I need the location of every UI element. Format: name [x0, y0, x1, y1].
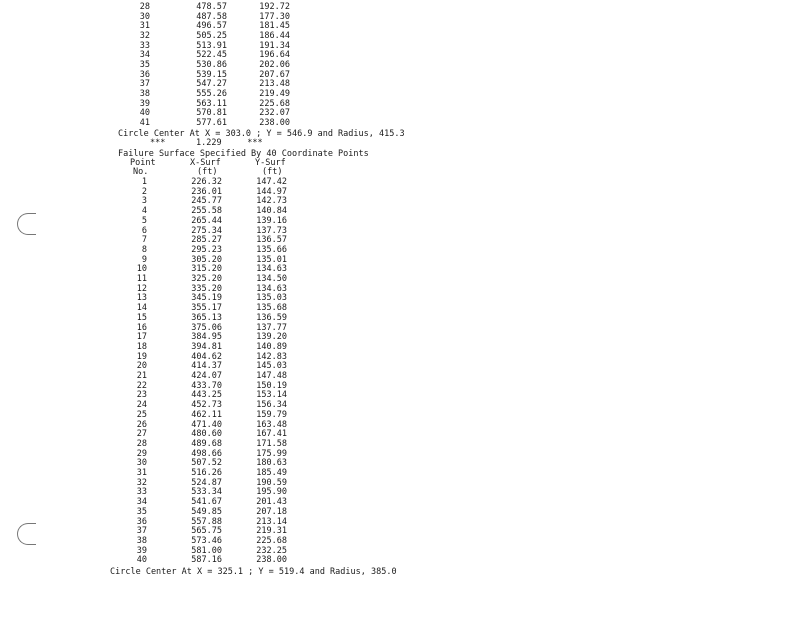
x-coordinate: 577.61 [196, 117, 227, 128]
point-number: 38 [136, 535, 147, 546]
point-number: 26 [136, 419, 147, 430]
point-number: 17 [136, 332, 147, 343]
table-row [0, 108, 800, 118]
y-coordinate: 202.06 [259, 59, 290, 70]
point-number: 12 [136, 283, 147, 294]
point-number: 10 [136, 264, 147, 275]
y-coordinate: 145.03 [256, 361, 287, 372]
x-coordinate: 524.87 [191, 477, 222, 488]
point-number: 33 [136, 487, 147, 498]
x-coordinate: 285.27 [191, 235, 222, 246]
table-row [0, 21, 800, 31]
point-number: 8 [141, 244, 147, 255]
x-coordinate: 275.34 [191, 225, 222, 236]
point-number: 40 [139, 108, 150, 119]
table-row [0, 99, 800, 109]
y-coordinate: 191.34 [259, 40, 290, 51]
column-header-xsurf: X-Surf [190, 158, 221, 168]
y-coordinate: 186.44 [259, 30, 290, 41]
failure-surface-header: Failure Surface Specified By 40 Coordinate Points [118, 149, 369, 159]
table-row [0, 2, 800, 12]
y-coordinate: 201.43 [256, 497, 287, 508]
point-number: 1 [141, 177, 147, 187]
table-row [0, 70, 800, 80]
y-coordinate: 137.73 [256, 225, 287, 236]
table-row [0, 555, 800, 566]
y-coordinate: 135.01 [256, 254, 287, 265]
x-coordinate: 335.20 [191, 283, 222, 294]
point-number: 28 [136, 438, 147, 449]
point-number: 30 [136, 458, 147, 469]
y-coordinate: 134.63 [256, 264, 287, 275]
y-coordinate: 185.49 [256, 468, 287, 478]
table-row [0, 41, 800, 51]
x-coordinate: 557.88 [191, 516, 222, 527]
x-coordinate: 539.15 [196, 69, 227, 80]
x-coordinate: 549.85 [191, 506, 222, 517]
x-coordinate: 255.58 [191, 206, 222, 217]
table-row [0, 79, 800, 89]
x-coordinate: 480.60 [191, 429, 222, 440]
x-coordinate: 384.95 [191, 332, 222, 343]
y-coordinate: 232.07 [259, 108, 290, 119]
y-coordinate: 135.68 [256, 303, 287, 314]
table-row [0, 60, 800, 70]
x-coordinate: 365.13 [191, 312, 222, 323]
circle-center-line-1: Circle Center At X = 303.0 ; Y = 546.9 and Radius, 415.3 [118, 129, 405, 139]
x-coordinate: 522.45 [196, 50, 227, 61]
x-coordinate: 513.91 [196, 40, 227, 51]
x-coordinate: 563.11 [196, 98, 227, 109]
point-number: 5 [141, 215, 147, 226]
point-number: 4 [141, 206, 147, 217]
point-number: 39 [139, 98, 150, 109]
point-number: 15 [136, 312, 147, 323]
x-coordinate: 530.86 [196, 59, 227, 70]
point-number: 30 [139, 11, 150, 22]
x-coordinate: 452.73 [191, 400, 222, 411]
point-number: 28 [139, 2, 150, 12]
x-coordinate: 462.11 [191, 409, 222, 420]
x-coordinate: 404.62 [191, 351, 222, 362]
y-coordinate: 137.77 [256, 322, 287, 333]
x-coordinate: 471.40 [191, 419, 222, 430]
x-coordinate: 581.00 [191, 545, 222, 556]
x-coordinate: 424.07 [191, 371, 222, 381]
point-number: 6 [141, 225, 147, 236]
table-row [0, 118, 800, 128]
y-coordinate: 159.79 [256, 409, 287, 420]
x-coordinate: 355.17 [191, 303, 222, 314]
y-coordinate: 192.72 [259, 2, 290, 12]
column-header-point: Point [130, 158, 156, 168]
x-coordinate: 570.81 [196, 108, 227, 119]
column-unit-y: (ft) [262, 167, 283, 177]
point-number: 40 [136, 555, 147, 566]
point-number: 19 [136, 351, 147, 362]
y-coordinate: 196.64 [259, 50, 290, 61]
y-coordinate: 150.19 [256, 380, 287, 391]
x-coordinate: 443.25 [191, 390, 222, 401]
x-coordinate: 325.20 [191, 274, 222, 284]
x-coordinate: 533.34 [191, 487, 222, 498]
point-number: 23 [136, 390, 147, 401]
y-coordinate: 219.49 [259, 88, 290, 99]
y-coordinate: 207.18 [256, 506, 287, 517]
point-number: 2 [141, 186, 147, 197]
x-coordinate: 394.81 [191, 341, 222, 352]
point-number: 36 [136, 516, 147, 527]
x-coordinate: 245.77 [191, 196, 222, 207]
point-number: 22 [136, 380, 147, 391]
y-coordinate: 142.83 [256, 351, 287, 362]
x-coordinate: 541.67 [191, 497, 222, 508]
y-coordinate: 238.00 [259, 117, 290, 128]
x-coordinate: 565.75 [191, 526, 222, 537]
y-coordinate: 213.14 [256, 516, 287, 527]
x-coordinate: 305.20 [191, 254, 222, 265]
x-coordinate: 496.57 [196, 21, 227, 32]
x-coordinate: 573.46 [191, 535, 222, 546]
y-coordinate: 136.59 [256, 312, 287, 323]
point-number: 13 [136, 293, 147, 304]
x-coordinate: 295.23 [191, 244, 222, 255]
y-coordinate: 181.45 [259, 21, 290, 32]
y-coordinate: 136.57 [256, 235, 287, 246]
point-number: 24 [136, 400, 147, 411]
x-coordinate: 505.25 [196, 30, 227, 41]
point-number: 3 [141, 196, 147, 207]
y-coordinate: 156.34 [256, 400, 287, 411]
point-number: 31 [139, 21, 150, 32]
point-number: 37 [139, 79, 150, 90]
table-row [0, 31, 800, 41]
y-coordinate: 134.50 [256, 274, 287, 284]
y-coordinate: 171.58 [256, 438, 287, 449]
x-coordinate: 433.70 [191, 380, 222, 391]
point-number: 34 [139, 50, 150, 61]
point-number: 27 [136, 429, 147, 440]
y-coordinate: 134.63 [256, 283, 287, 294]
x-coordinate: 236.01 [191, 186, 222, 197]
y-coordinate: 180.63 [256, 458, 287, 469]
point-number: 7 [141, 235, 147, 246]
x-coordinate: 478.57 [196, 2, 227, 12]
y-coordinate: 147.48 [256, 371, 287, 381]
table-row [0, 12, 800, 22]
x-coordinate: 414.37 [191, 361, 222, 372]
x-coordinate: 547.27 [196, 79, 227, 90]
y-coordinate: 135.03 [256, 293, 287, 304]
y-coordinate: 139.20 [256, 332, 287, 343]
y-coordinate: 147.42 [256, 177, 287, 187]
y-coordinate: 238.00 [256, 555, 287, 566]
point-number: 32 [139, 30, 150, 41]
y-coordinate: 175.99 [256, 448, 287, 459]
point-number: 21 [136, 371, 147, 381]
y-coordinate: 135.66 [256, 244, 287, 255]
x-coordinate: 265.44 [191, 215, 222, 226]
x-coordinate: 315.20 [191, 264, 222, 275]
point-number: 35 [136, 506, 147, 517]
point-number: 31 [136, 468, 147, 478]
y-coordinate: 225.68 [259, 98, 290, 109]
y-coordinate: 144.97 [256, 186, 287, 197]
point-number: 33 [139, 40, 150, 51]
point-number: 41 [139, 117, 150, 128]
point-number: 38 [139, 88, 150, 99]
y-coordinate: 213.48 [259, 79, 290, 90]
x-coordinate: 555.26 [196, 88, 227, 99]
y-coordinate: 177.30 [259, 11, 290, 22]
column-unit-x: (ft) [197, 167, 218, 177]
point-number: 25 [136, 409, 147, 420]
point-number: 36 [139, 69, 150, 80]
x-coordinate: 507.52 [191, 458, 222, 469]
point-number: 16 [136, 322, 147, 333]
point-number: 37 [136, 526, 147, 537]
y-coordinate: 140.89 [256, 341, 287, 352]
x-coordinate: 498.66 [191, 448, 222, 459]
y-coordinate: 195.90 [256, 487, 287, 498]
y-coordinate: 232.25 [256, 545, 287, 556]
point-number: 14 [136, 303, 147, 314]
y-coordinate: 153.14 [256, 390, 287, 401]
table-row [0, 89, 800, 99]
point-number: 20 [136, 361, 147, 372]
y-coordinate: 219.31 [256, 526, 287, 537]
circle-center-line-2: Circle Center At X = 325.1 ; Y = 519.4 and Radius, 385.0 [110, 567, 397, 577]
table-row [0, 50, 800, 60]
x-coordinate: 516.26 [191, 468, 222, 478]
column-header-ysurf: Y-Surf [255, 158, 286, 168]
y-coordinate: 139.16 [256, 215, 287, 226]
x-coordinate: 489.68 [191, 438, 222, 449]
point-number: 29 [136, 448, 147, 459]
point-number: 34 [136, 497, 147, 508]
point-number: 32 [136, 477, 147, 488]
y-coordinate: 207.67 [259, 69, 290, 80]
x-coordinate: 375.06 [191, 322, 222, 333]
y-coordinate: 163.48 [256, 419, 287, 430]
point-number: 35 [139, 59, 150, 70]
y-coordinate: 167.41 [256, 429, 287, 440]
x-coordinate: 226.32 [191, 177, 222, 187]
point-number: 9 [141, 254, 147, 265]
y-coordinate: 142.73 [256, 196, 287, 207]
point-number: 39 [136, 545, 147, 556]
x-coordinate: 587.16 [191, 555, 222, 566]
y-coordinate: 190.59 [256, 477, 287, 488]
factor-of-safety-line: *** 1.229 *** [150, 138, 263, 148]
y-coordinate: 140.84 [256, 206, 287, 217]
x-coordinate: 487.58 [196, 11, 227, 22]
column-header-no: No. [133, 167, 149, 177]
y-coordinate: 225.68 [256, 535, 287, 546]
x-coordinate: 345.19 [191, 293, 222, 304]
point-number: 18 [136, 341, 147, 352]
point-number: 11 [136, 274, 147, 284]
